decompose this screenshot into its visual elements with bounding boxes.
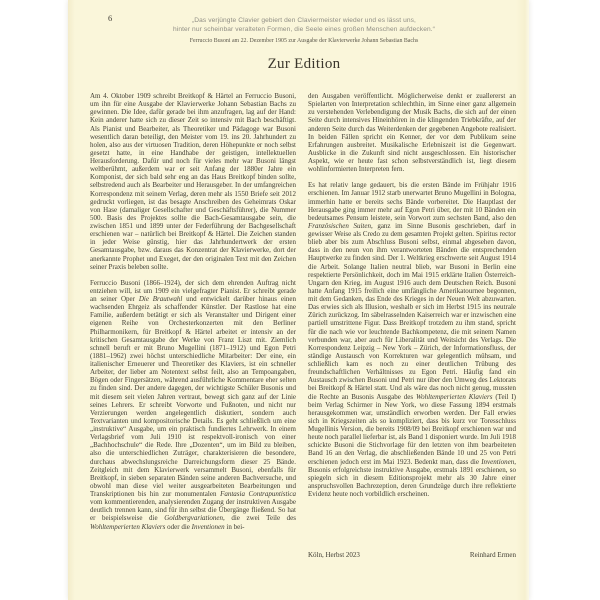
text-run: oder die: [165, 522, 192, 531]
italic-run: Fantasia Contrapuntistica: [220, 490, 296, 499]
italic-run: Goldbergvariationen: [164, 514, 224, 523]
section-title: Zur Edition: [267, 56, 341, 72]
colophon-author: Reinhard Ermen: [469, 551, 516, 559]
colophon: [308, 551, 516, 559]
paragraph: [90, 92, 296, 271]
epigraph: [90, 16, 518, 45]
italic-run: Französischen Suiten: [308, 221, 371, 230]
italic-run: Wohltemperierten Klaviers: [415, 392, 493, 401]
text-run: , die zwei Teile des: [223, 514, 296, 523]
text-run: Es hat relativ lange gedauert, bis die ersten Bände im Frühjahr 1916 erschienen. Im Januar 1912 starb unerwartet Bruno Mugellini in Bologna, immerhin hatte er bereits sechs Bände vorbereitet. Die Hauptlast der Herausgabe ging immer mehr auf Egon Petri über, der mit 10 Bänden ein bedeutsames Pensum leistete, sein Vorwort zum sechsten Band, also den: [308, 181, 516, 222]
epigraph-line-1: „Das verjüngte Clavier gebiert den Claviermeister wieder und es lässt uns,: [192, 17, 416, 24]
text-run: und entwickelt darüber hinaus einen wachsenden Ehrgeiz als schaffender Künstler. Der Rastlose hat eine Familie, außerdem betätigt er sich als Veranstalter und Dirigent einer eigenen Reihe von Orchesterkonzerten mit den Berliner Philharmonikern, für Breitkopf & Härtel arbeitet er intensiv an der kritischen Gesamtausgabe der Werke von Franz Liszt mit. Ziemlich schnell beruft er mit Bruno Mugellini (1871–1912) und Egon Petri (1881–1962) zwei höchst unterschiedliche Mitarbeiter: Der eine, ein italienischer Erneuerer und Theoretiker des Klaviers, ist ein schneller Arbeiter, der lieber am Notentext selbst feilt, also an Tempoangaben, Bögen oder Fingersätzen, während ausführliche Kommentare eher selten zu finden sind. Der andere dagegen, der wichtigste Schüler Busonis und mit diesem seit vielen Jahren vertraut, bewegt sich ganz auf der Linie seines Lehrers. Er schreibt Vorworte und Fußnoten, und nicht nur Verzierungen werden angelegentlich diskutiert, sondern auch Textvarianten und kompositorische Details. Es geht schließlich um eine „instruktive“ Ausgabe, um ein praktisch fundiertes Lehrwerk. In einem Verlagsbrief vom Juli 1910 ist respektvoll-ironisch von einer „Bachhochschule“ die Rede. Ihre „Dozenten“, um im Bild zu bleiben, also die unterschiedlichen Zuträger, charakterisieren die besondere, durchaus abwechslungsreiche Darreichungsform dieser 25 Bände. Zeitgleich mit dem Klavierwerk versammelt Busoni, ebenfalls für Breitkopf, in sieben separaten Bänden seine anderen Bachversuche, und obwohl man diese viel weiter ausgearbeiteten Bearbeitungen und Transkriptionen bis hin zur monumentalen: [90, 295, 296, 499]
italic-run: Inventionen: [191, 522, 225, 531]
text-run: , Busonis erfolgreichste instruktive Ausgabe, erstmals 1891 erschienen, so spiegeln sich in diesem Editionsprojekt mehr als 30 Jahre einer anspruchsvollen Bachrezeption, deren Grundzüge durch ihre reflektierte Evidenz heute noch vorbildlich erscheinen.: [308, 457, 516, 499]
italic-run: Die Brautwahl: [138, 295, 183, 304]
text-run: (Teil I) beim Verlag Schirmer in New York, wo diese Fassung 1894 erstmals herausgekommen war, umständlich erworben werden. Der Fall erwies sich in Kriegszeiten als so kompliziert, dass bis kurz vor Toresschluss Mugellinis Version, die bereits 1908/09 bei Breitkopf erschienen war und heute noch parallel lieferbar ist, als Band 1 disponiert wurde. Im Juli 1918 schickte Busoni die Stichvorlage für den letzten von ihm bearbeiteten Band 16 an den Verlag, die abschließenden Bände 10 und 25 von Petri erschienen jedoch erst im Mai 1923. Bedenkt man, dass die: [308, 392, 517, 466]
page-number: 6: [108, 13, 113, 23]
paragraph: [308, 92, 516, 173]
text-column-right: [308, 92, 516, 506]
text-run: Am 4. Oktober 1909 schreibt Breitkopf & Härtel an Ferruccio Busoni, um ihn für eine Ausgabe der Klavierwerke Johann Sebastian Bachs zu gewinnen. Die Idee, dafür gerade bei ihm anzufragen, lag auf der Hand: Kein anderer hatte sich zu dieser Zeit so intensiv mit Bach beschäftigt. Als Pianist und Bearbeiter, als Theoretiker und Pädagoge war Busoni wesentlich daran beteiligt, den Meister vom 19. ins 20. Jahrhundert zu holen, also aus der virtuosen Tradition, deren Höhepunkte er noch selbst gesetzt hatte, in eine Handhabe der geistigen, intellektuellen Herausforderung. Dafür und noch für vieles mehr war Busoni längst weltberühmt, außerdem war er seit Anfang der 1880er Jahre ein Komponist, der sich bald sehr eng an das Haus Breitkopf binden sollte, selbstredend auch als Bearbeiter und Herausgeber. In der umfangreichen Korrespondenz mit seinem Verlag, deren mehr als 1550 Briefe seit 2012 gedruckt vorliegen, ist das besagte Anschreiben des Geheimrats Oskar von Hase (damaliger Gesellschafter und Geschäftsführer), die Nummer 500. Basis des Projektes sollte die Bach-Gesamtausgabe sein, die zwischen 1851 und 1899 unter der Federführung der Bachgesellschaft erschienen war – natürlich bei Breitkopf & Härtel. Die Zeichen standen in jeder Weise günstig, hier das Jahrhundertwerk der ersten Gesamtausgabe, bzw. daraus das Konzentrat der Klavierwerke, dort der anerkannte Prophet und Exeget, der den originalen Text mit den Zeichen seiner Praxis beleben sollte.: [90, 92, 296, 271]
text-run: Ferruccio Busoni (1866–1924), der sich dem ehrenden Auftrag nicht entziehen will, ist um 1909 ein vielgefragter Pianist. Er schreibt gerade an seiner Oper: [90, 278, 296, 304]
paragraph: [90, 279, 296, 531]
paragraph: [308, 181, 516, 498]
italic-run: Inventionen: [481, 457, 515, 466]
text-column-left: [90, 92, 296, 539]
text-run: in bei-: [224, 522, 245, 531]
text-run: den Ausgaben veröffentlicht. Möglicherweise denkt er zuallererst an Spielarten von Interpretation schlechthin, im Sinne einer ganz allgemein zu verstehenden Verlebendigung der Musik Bachs, die sich auf der einen Seite durch intensives Hineinhören in die klingenden Triebkräfte, auf der anderen Seite durch das Weiterdenken der gegebenen Angebote realisiert. In beiden Fällen spricht ein Kenner, der vor dem Publikum seine Erfahrungen ausbreitet. Musikalische Erlebniszeit ist die Gegenwart. Ausblicke in die Zukunft sind nicht ausgeschlossen. Ein historischer Aspekt, wie er heute fast schon selbstverständlich ist, liegt diesem wohlinformierten Interpreten fern.: [308, 92, 516, 174]
colophon-place-date: Köln, Herbst 2023: [308, 551, 360, 559]
epigraph-attribution: Ferruccio Busoni am 22. Dezember 1905 zur Ausgabe der Klavierwerke Johann Sebastian Bachs: [189, 38, 419, 44]
italic-run: Wohltemperierten Klaviers: [90, 522, 166, 531]
text-run: , ganz im Sinne Busonis geschrieben, darf in gewisser Weise als Credo zu dem gesamten Projekt gelten. Spiritus rector blieb aber bis zum Abschluss Busoni selbst, einmal abgesehen davon, dass in den neun von ihm verantworteten Bänden die entsprechenden Hauptwerke zu finden sind. Der 1. Weltkrieg erschwerte seit August 1914 die Arbeit. Solange Italien neutral blieb, war Busoni in Berlin eine respektierte Persönlichkeit, doch im Mai 1915 erklärte Italien Österreich-Ungarn den Krieg, im August 1916 auch dem Deutschen Reich. Busoni hatte Anfang 1915 freilich eine umfängliche Amerikatournee begonnen, mit dem Gedanken, das Ende des Krieges in der Neuen Welt abzuwarten. Das erwies sich als Illusion, weshalb er sich im Herbst 1915 ins neutrale Zürich zurückzog. Im säbelrasselnden Kaiserreich war er inzwischen eine partiell umstrittene Figur. Dass Breitkopf trotzdem zu ihm stand, spricht für die nach wie vor leuchtende Bachkompetenz, die mit seinem Namen verbunden war, aber auch für Liberalität und Weitsicht des Verlags. Die Korrespondenz Leipzig – New York – Zürich, der Informationsfluss, der ständige Austausch von Korrekturen war gelegentlich mühsam, und schließlich kam es noch zu einer deutlichen Trübung des freundschaftlichen Verhältnisses zu Egon Petri. Häufig fand ein Austausch zwischen Busoni und Petri nur über den Umweg des Lektorats bei Breitkopf & Härtel statt. Und als wäre das noch nicht genug, mussten die Rechte an Busonis Ausgabe des: [308, 221, 516, 401]
book-page: [68, 0, 529, 600]
epigraph-line-2: hinter nur scheinbar veralteten Formen, die Seele eines großen Menschen aufdecken.“: [173, 26, 435, 33]
text-run: vom kommentierenden, analysierenden Zugang der instruktiven Ausgabe deutlich trennen kann, sind für ihn selbst die Übergänge fließend. So hat er beispielsweise die: [90, 498, 296, 523]
